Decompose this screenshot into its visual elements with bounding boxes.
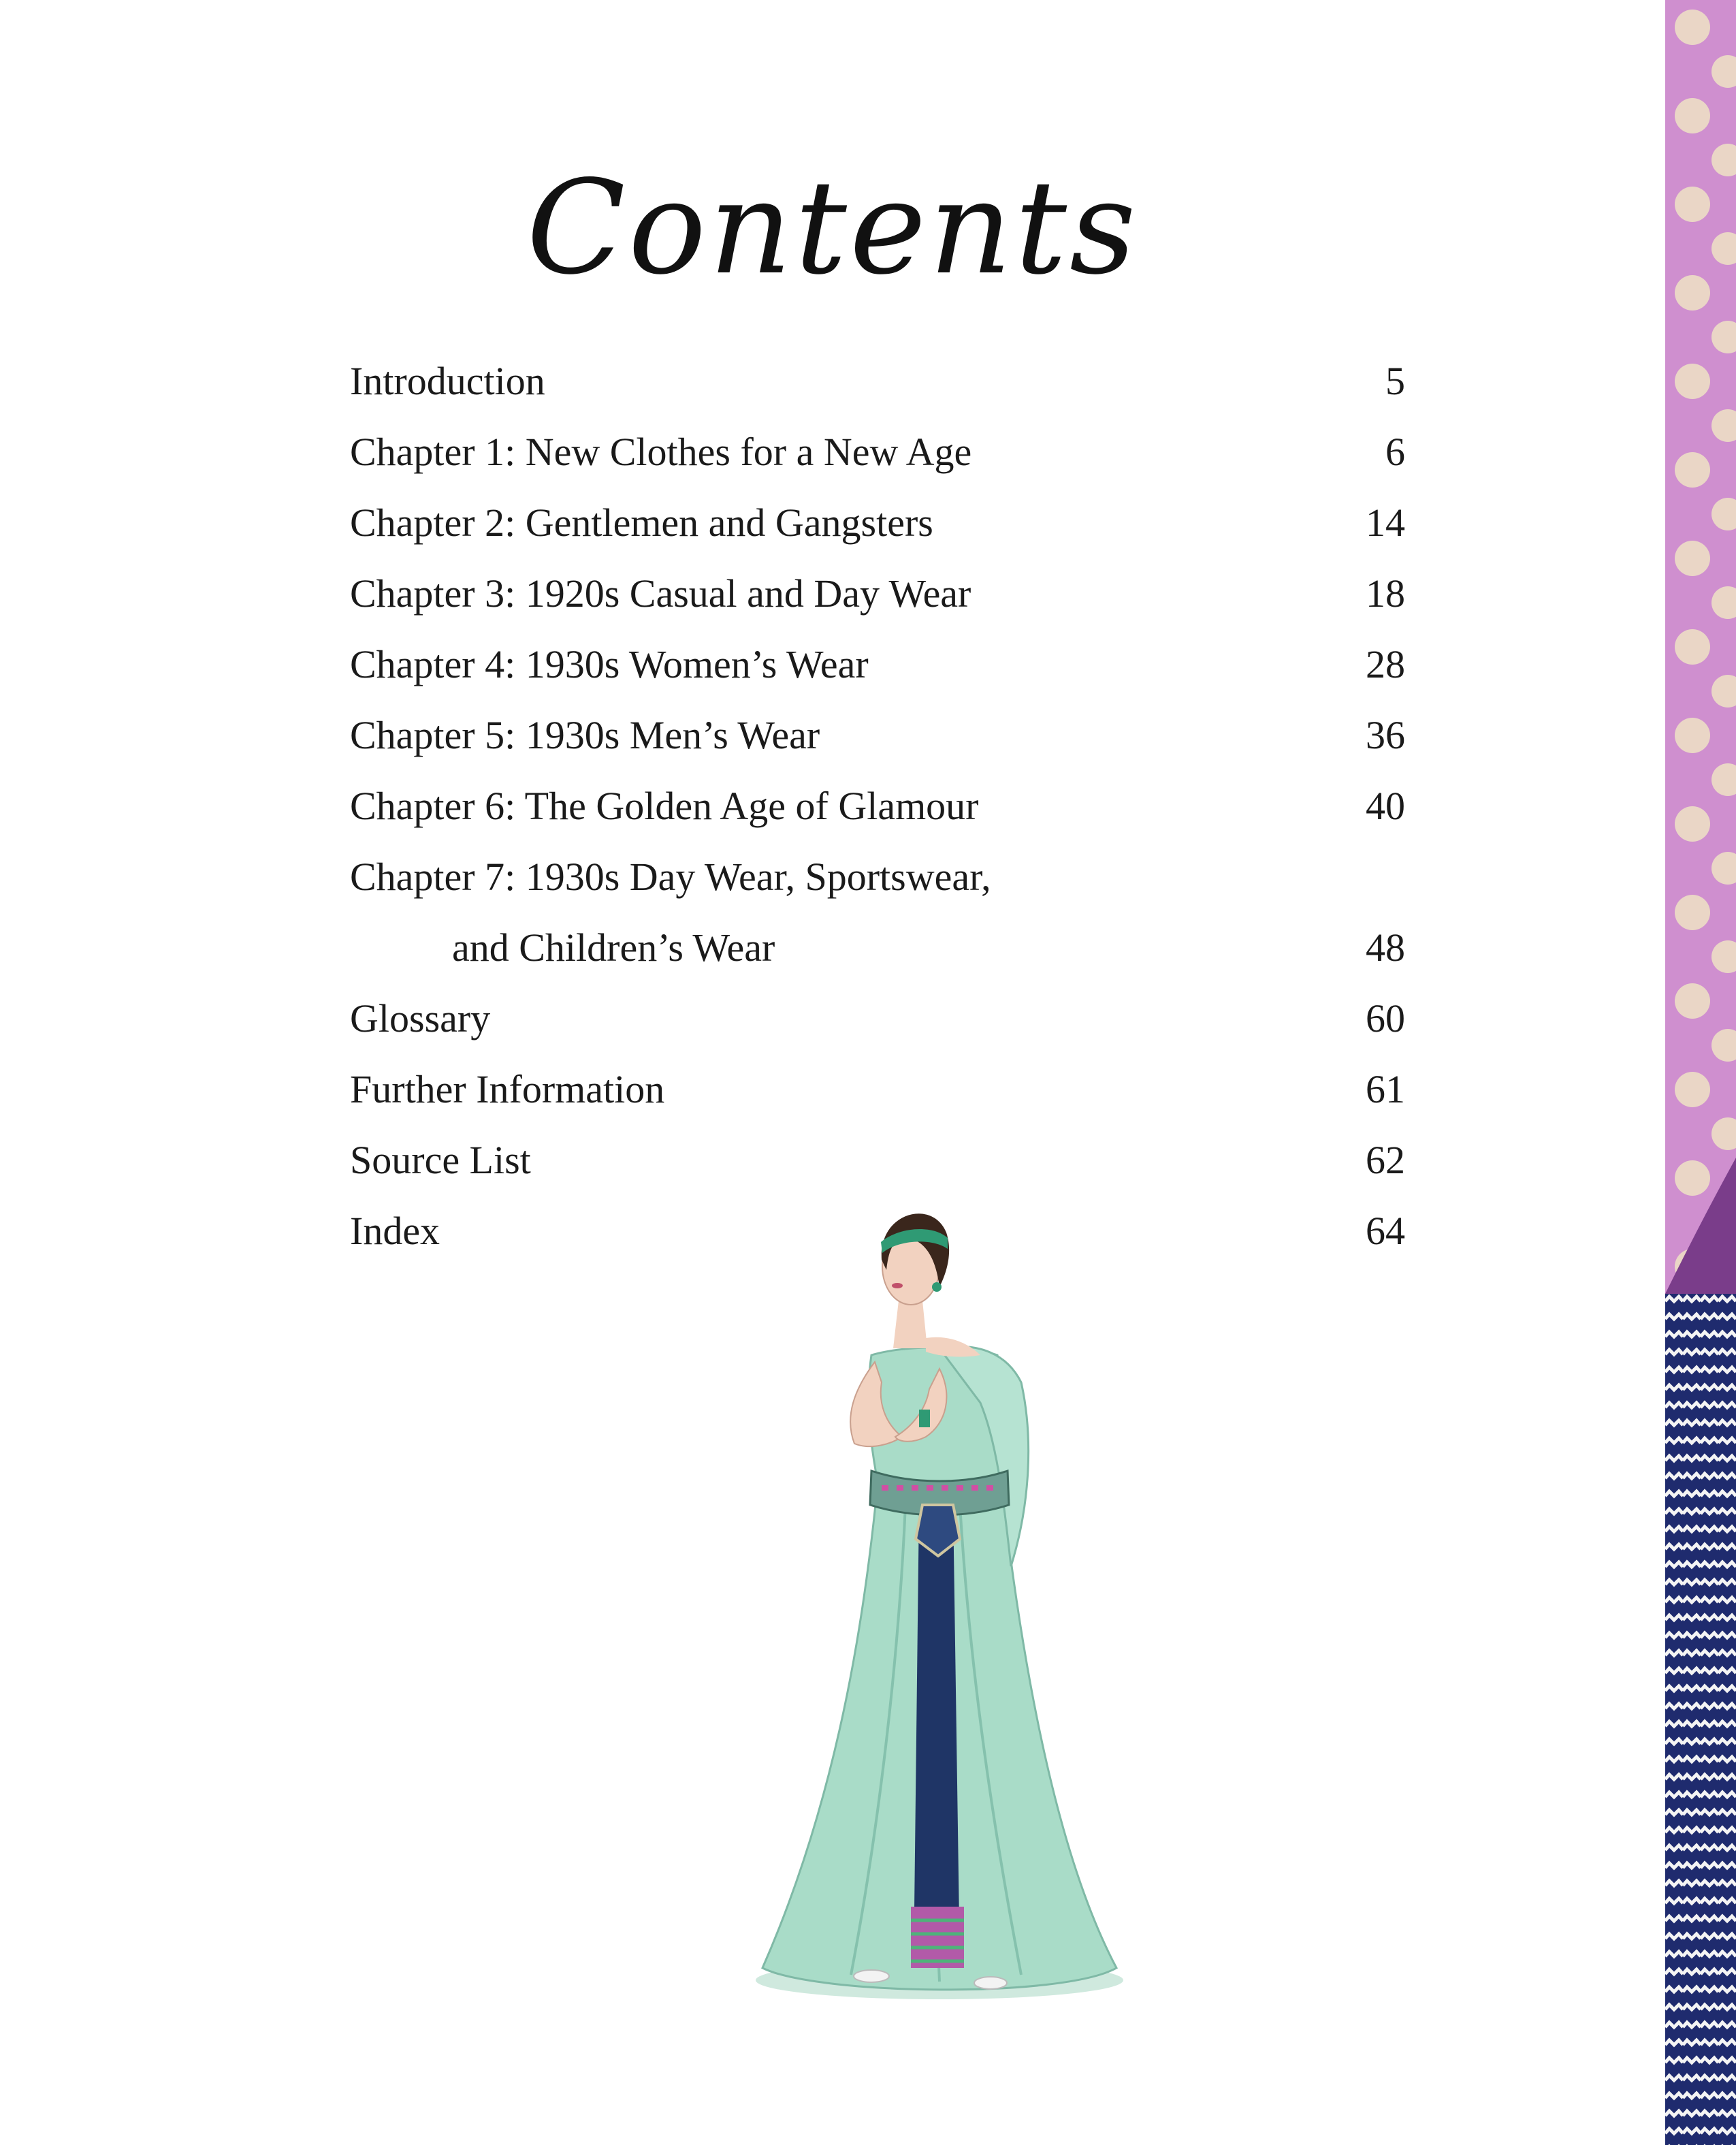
toc-entry-title: Source List bbox=[350, 1138, 531, 1182]
toc-entry-title: Glossary bbox=[350, 996, 491, 1040]
toc-entry-title: Chapter 5: 1930s Men’s Wear bbox=[350, 713, 820, 757]
toc-entry-introduction[interactable] bbox=[350, 346, 1405, 417]
toc-entry-page: 14 bbox=[1366, 500, 1405, 545]
toc-entry-title: Index bbox=[350, 1209, 440, 1253]
fashion-illustration bbox=[735, 1185, 1144, 2029]
toc-entry-page: 48 bbox=[1366, 925, 1405, 970]
toc-entry-page: 40 bbox=[1366, 784, 1405, 828]
toc-entry-title: Further Information bbox=[350, 1067, 665, 1111]
right-shoe bbox=[974, 1977, 1007, 1989]
toc-entry-title: Chapter 4: 1930s Women’s Wear bbox=[350, 642, 869, 686]
navy-woven-fabric bbox=[1665, 1294, 1736, 2145]
fabric-edge-strip bbox=[1665, 0, 1736, 2145]
toc-entry-title: Chapter 7: 1930s Day Wear, Sportswear, bbox=[350, 855, 991, 899]
toc-entry-page: 64 bbox=[1366, 1209, 1405, 1253]
toc-entry-page: 62 bbox=[1366, 1138, 1405, 1182]
toc-entry-chapter-7-continued[interactable] bbox=[350, 912, 1405, 983]
toc-entry-title: Chapter 6: The Golden Age of Glamour bbox=[350, 784, 979, 828]
toc-entry-page: 61 bbox=[1366, 1067, 1405, 1111]
earring bbox=[932, 1282, 942, 1292]
toc-entry-title: Chapter 3: 1920s Casual and Day Wear bbox=[350, 571, 971, 616]
toc-entry-chapter-1[interactable] bbox=[350, 417, 1405, 488]
toc-entry-chapter-7[interactable] bbox=[350, 842, 1405, 912]
table-of-contents bbox=[350, 346, 1405, 1267]
toc-entry-chapter-5[interactable] bbox=[350, 700, 1405, 771]
left-shoe bbox=[854, 1970, 889, 1982]
toc-entry-further-information[interactable] bbox=[350, 1054, 1405, 1125]
pink-fabric-dots bbox=[1665, 0, 1736, 1294]
toc-entry-page: 6 bbox=[1385, 430, 1405, 474]
toc-entry-page: 5 bbox=[1385, 359, 1405, 403]
toc-entry-title: Chapter 1: New Clothes for a New Age bbox=[350, 430, 972, 474]
toc-entry-page: 36 bbox=[1366, 713, 1405, 757]
toc-entry-title: Introduction bbox=[350, 359, 545, 403]
toc-entry-title: and Children’s Wear bbox=[452, 925, 775, 970]
toc-entry-chapter-6[interactable] bbox=[350, 771, 1405, 842]
page-title: Contents bbox=[526, 153, 1139, 303]
lips bbox=[892, 1283, 903, 1288]
beaded-panel bbox=[914, 1505, 960, 1968]
toc-entry-page: 60 bbox=[1366, 996, 1405, 1040]
toc-entry-title: Chapter 2: Gentlemen and Gangsters bbox=[350, 500, 933, 545]
toc-entry-glossary[interactable] bbox=[350, 983, 1405, 1054]
neck bbox=[893, 1301, 927, 1348]
beaded-fringe bbox=[911, 1907, 964, 1968]
fabric-pattern bbox=[1665, 0, 1736, 2145]
toc-entry-page: 28 bbox=[1366, 642, 1405, 686]
toc-entry-chapter-4[interactable] bbox=[350, 629, 1405, 700]
bracelet bbox=[919, 1410, 930, 1427]
toc-entry-page: 18 bbox=[1366, 571, 1405, 616]
toc-entry-chapter-2[interactable] bbox=[350, 488, 1405, 558]
toc-entry-chapter-3[interactable] bbox=[350, 558, 1405, 629]
